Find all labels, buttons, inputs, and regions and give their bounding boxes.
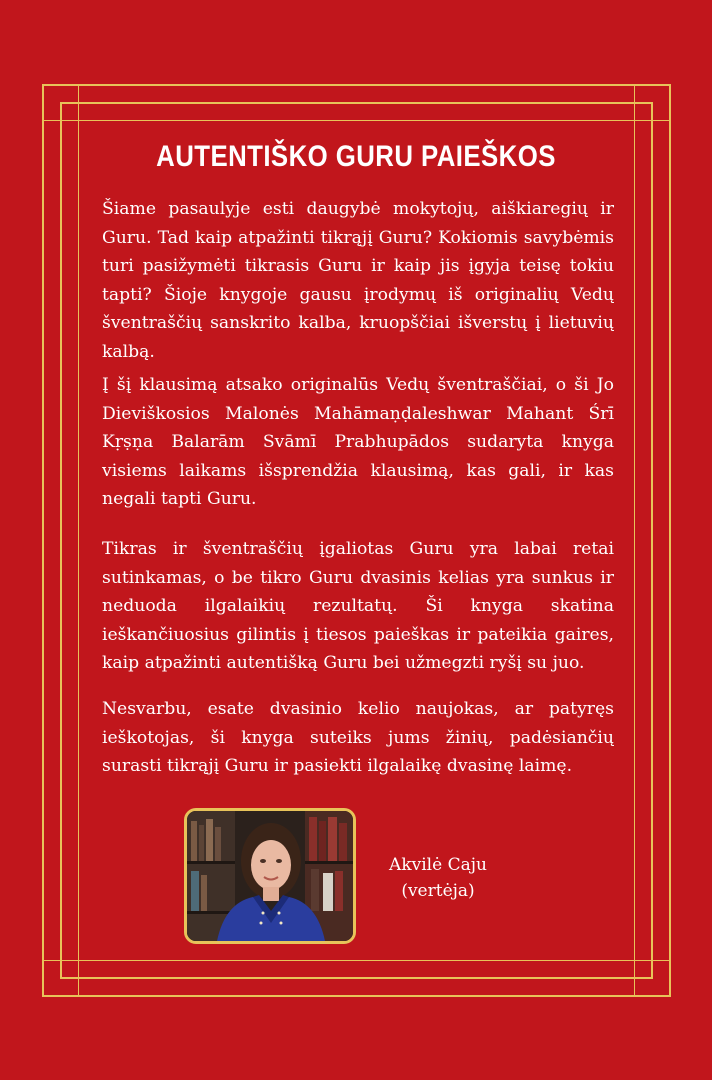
paragraph-3: Tikras ir šventraščių įgaliotas Guru yra labai retai sutinkamas, o be tikro Guru dvasinis kelias yra sunkus ir neduoda ilgalaikių rezultatų. Ši knyga skatina ieškančiuosius gilintis į tiesos paieškas ir pateikia gaires, kaip atpažinti autentišką Guru bei užmegzti ryšį su juo. — [102, 539, 614, 674]
translator-role: (vertėja) — [401, 881, 475, 901]
paragraph-2: Į šį klausimą atsako originalūs Vedų šventraščiai, o ši Jo Dieviškosios Malonės Mahāmaṇḍaleshwar Mahant Śrī Kṛṣṇa Balarām Svāmī Prabhupādos sudaryta knyga visiems laikams išsprendžia klausimą, kas gali, ir kas negali tapti Guru. — [102, 375, 614, 510]
translator-name: Akvilė Caju — [389, 855, 487, 875]
paragraph-4: Nesvarbu, esate dvasinio kelio naujokas, ar patyręs ieškotojas, ši knyga suteiks jums žinių, padėsiančių surasti tikrąjį Guru ir pasiekti ilgalaikę dvasinę laimę. — [102, 699, 614, 777]
page-title: AUTENTIŠKO GURU PAIEŠKOS — [156, 140, 556, 173]
translator-photo — [184, 808, 356, 944]
paragraph-1: Šiame pasaulyje esti daugybė mokytojų, aiškiaregių ir Guru. Tad kaip atpažinti tikrąjį Guru? Kokiomis savybėmis turi pasižymėti tikrasis Guru ir kaip jis įgyja teisę tokiu tapti? Šioje knygoje gausu įrodymų iš originalių Vedų šventraščių sanskrito kalba, kruopščiai išverstų į lietuvių kalbą. — [102, 199, 614, 362]
